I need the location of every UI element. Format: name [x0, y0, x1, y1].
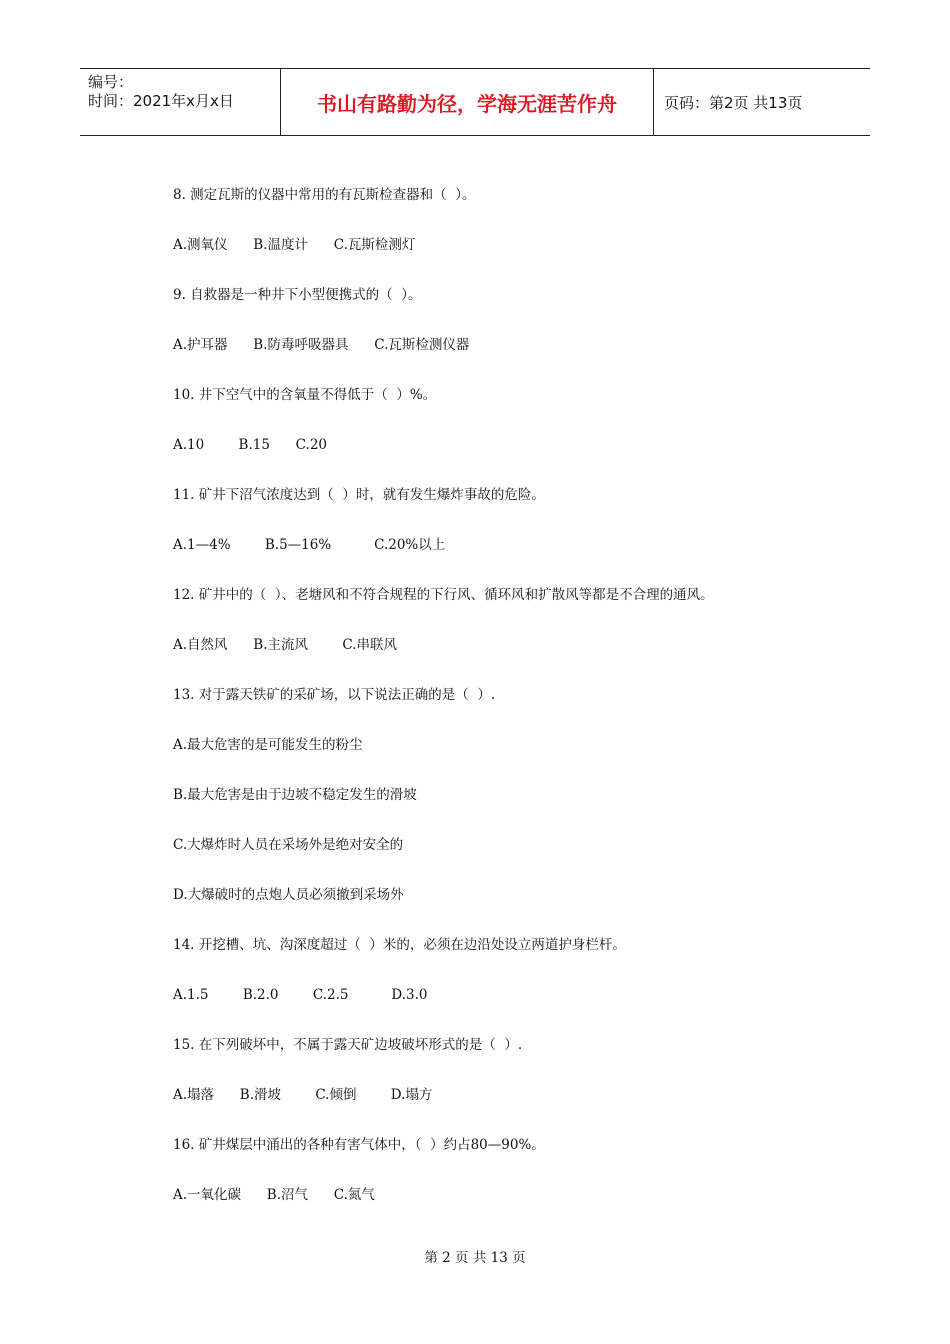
answer-option: B.最大危害是由于边坡不稳定发生的滑坡	[173, 787, 417, 803]
document-time-label: 时间：2021年x月x日	[88, 92, 234, 110]
answer-options: A.1—4% B.5—16% C.20%以上	[173, 537, 446, 553]
question-line: 14. 开挖槽、坑、沟深度超过（ ）米的，必须在边沿处设立两道护身栏杆。	[173, 937, 626, 953]
page-header	[80, 68, 870, 136]
answer-options: A.1.5 B.2.0 C.2.5 D.3.0	[173, 987, 428, 1003]
question-line: 13. 对于露天铁矿的采矿场，以下说法正确的是（ ）.	[173, 687, 496, 703]
question-line: 15. 在下列破坏中，不属于露天矿边坡破坏形式的是（ ）.	[173, 1037, 523, 1053]
header-page-label: 页码：第2页 共13页	[664, 93, 803, 112]
answer-options: A.塌落 B.滑坡 C.倾倒 D.塌方	[173, 1087, 433, 1103]
answer-option: C.大爆炸时人员在采场外是绝对安全的	[173, 837, 404, 853]
document-number-label: 编号：	[88, 73, 134, 91]
question-line: 8. 测定瓦斯的仪器中常用的有瓦斯检查器和（ ）。	[173, 187, 476, 203]
answer-options: A.自然风 B.主流风 C.串联风	[173, 637, 397, 653]
question-line: 9. 自救器是一种井下小型便携式的（ ）。	[173, 287, 422, 303]
header-info-cell	[80, 69, 281, 135]
answer-options: A.一氧化碳 B.沼气 C.氮气	[173, 1187, 375, 1203]
answer-options: A.护耳器 B.防毒呼吸器具 C.瓦斯检测仪器	[173, 337, 470, 353]
answer-options: A.测氧仪 B.温度计 C.瓦斯检测灯	[173, 237, 416, 253]
question-line: 16. 矿井煤层中涌出的各种有害气体中，（ ）约占80—90%。	[173, 1137, 545, 1153]
question-list	[173, 184, 813, 1234]
header-motto: 书山有路勤为径，学海无涯苦作舟	[281, 69, 654, 135]
page-footer: 第 2 页 共 13 页	[424, 1250, 526, 1266]
question-line: 12. 矿井中的（ ）、老塘风和不符合规程的下行风、循环风和扩散风等都是不合理的通风。	[173, 587, 714, 603]
question-line: 10. 井下空气中的含氧量不得低于（ ）%。	[173, 387, 437, 403]
question-line: 11. 矿井下沼气浓度达到（ ）时，就有发生爆炸事故的危险。	[173, 487, 545, 503]
answer-options: A.10 B.15 C.20	[173, 437, 328, 453]
answer-option: A.最大危害的是可能发生的粉尘	[173, 737, 363, 753]
answer-option: D.大爆破时的点炮人员必须撤到采场外	[173, 887, 404, 903]
